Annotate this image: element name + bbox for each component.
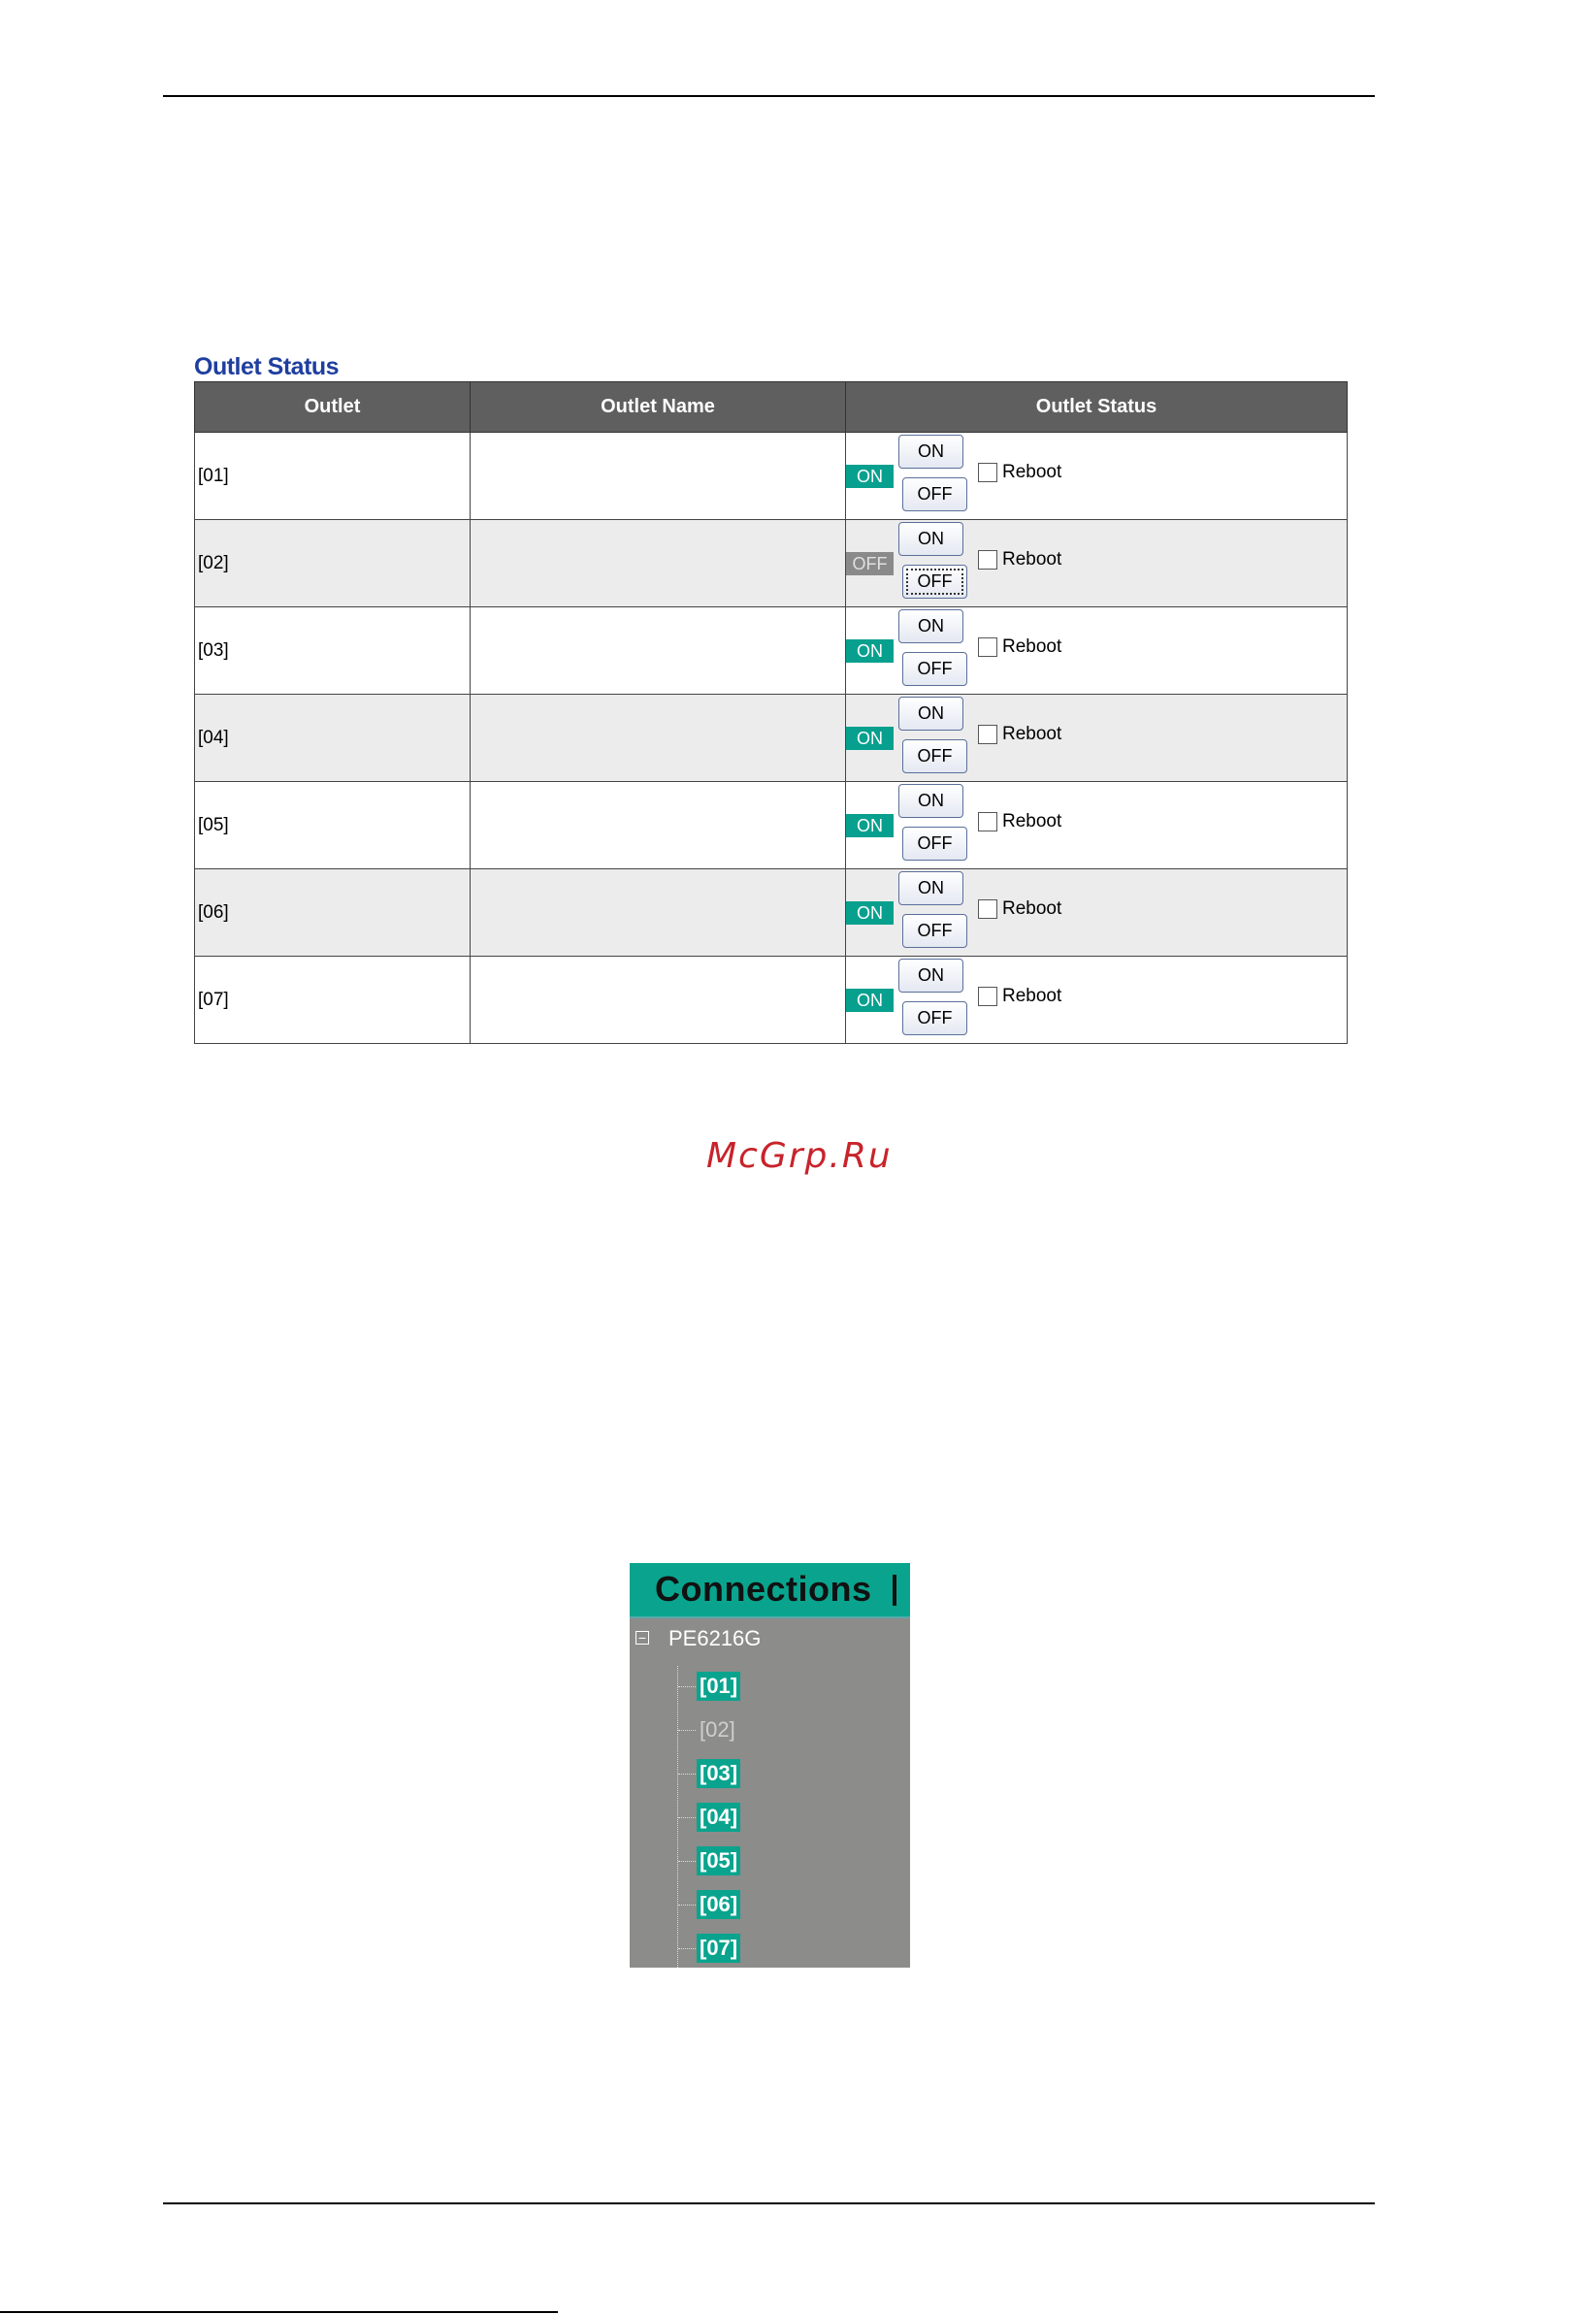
power-state-badge: ON xyxy=(846,639,894,663)
power-off-button[interactable]: OFF xyxy=(902,565,967,599)
table-row xyxy=(195,782,1348,869)
connections-separator xyxy=(630,1616,910,1618)
outlet-status-cell xyxy=(846,695,1348,782)
connections-title: Connections xyxy=(655,1569,872,1609)
power-state-badge: ON xyxy=(846,727,894,750)
outlet-id-cell: [07] xyxy=(195,957,471,1044)
tree-node-label[interactable]: [04] xyxy=(697,1803,740,1832)
watermark: McGrp.Ru xyxy=(706,1136,893,1176)
table-row xyxy=(195,869,1348,957)
power-state-badge: ON xyxy=(846,901,894,925)
outlet-name-cell xyxy=(471,695,846,782)
reboot-checkbox[interactable] xyxy=(978,987,997,1006)
reboot-label: Reboot xyxy=(1002,898,1062,919)
collapse-icon[interactable]: − xyxy=(635,1631,649,1645)
outlet-id-cell: [01] xyxy=(195,433,471,520)
tree-branch-line xyxy=(678,1730,696,1731)
outlet-name-cell xyxy=(471,607,846,695)
reboot-label: Reboot xyxy=(1002,986,1062,1006)
power-off-button[interactable]: OFF xyxy=(902,914,967,948)
outlet-status-panel xyxy=(194,353,1347,1027)
tree-branch-line xyxy=(678,1948,696,1949)
connections-header xyxy=(630,1563,910,1616)
outlet-status-table-viewport[interactable] xyxy=(194,381,1347,1027)
outlet-status-cell xyxy=(846,957,1348,1044)
outlet-status-title: Outlet Status xyxy=(194,353,340,380)
reboot-label: Reboot xyxy=(1002,549,1062,570)
tree-node-label[interactable]: [02] xyxy=(700,1717,735,1742)
table-row xyxy=(195,607,1348,695)
tree-root-label[interactable]: PE6216G xyxy=(668,1626,762,1650)
outlet-name-cell xyxy=(471,433,846,520)
outlet-name-cell xyxy=(471,520,846,607)
tree-node-label[interactable]: [03] xyxy=(697,1759,740,1788)
power-off-button[interactable]: OFF xyxy=(902,477,967,511)
tree-node-label[interactable]: [05] xyxy=(697,1846,740,1875)
reboot-checkbox[interactable] xyxy=(978,637,997,657)
reboot-label: Reboot xyxy=(1002,636,1062,657)
outlet-name-cell xyxy=(471,957,846,1044)
footer-rule xyxy=(0,2311,558,2313)
power-state-badge: OFF xyxy=(846,552,894,575)
reboot-checkbox[interactable] xyxy=(978,550,997,570)
column-header-outlet-status: Outlet Status xyxy=(846,382,1348,433)
table-header-row xyxy=(195,382,1348,433)
table-row xyxy=(195,520,1348,607)
reboot-checkbox[interactable] xyxy=(978,463,997,482)
power-on-button[interactable]: ON xyxy=(898,435,963,469)
outlet-status-cell xyxy=(846,782,1348,869)
tree-branch-line xyxy=(678,1861,696,1862)
power-off-button[interactable]: OFF xyxy=(902,827,967,861)
power-on-button[interactable]: ON xyxy=(898,784,963,818)
tree-branch-line xyxy=(678,1686,696,1687)
table-row xyxy=(195,957,1348,1044)
power-state-badge: ON xyxy=(846,465,894,488)
reboot-checkbox[interactable] xyxy=(978,812,997,831)
outlet-status-table xyxy=(194,381,1348,1044)
power-on-button[interactable]: ON xyxy=(898,697,963,731)
reboot-label: Reboot xyxy=(1002,462,1062,482)
tree-branch-line xyxy=(678,1905,696,1906)
reboot-label: Reboot xyxy=(1002,724,1062,744)
power-off-button[interactable]: OFF xyxy=(902,1001,967,1035)
reboot-checkbox[interactable] xyxy=(978,725,997,744)
power-off-button[interactable]: OFF xyxy=(902,739,967,773)
panel-divider-handle[interactable] xyxy=(893,1575,896,1606)
reboot-checkbox[interactable] xyxy=(978,899,997,919)
table-row xyxy=(195,695,1348,782)
tree-node-label[interactable]: [07] xyxy=(697,1934,740,1963)
outlet-id-cell: [03] xyxy=(195,607,471,695)
power-on-button[interactable]: ON xyxy=(898,522,963,556)
tree-node-label[interactable]: [06] xyxy=(697,1890,740,1919)
power-state-badge: ON xyxy=(846,814,894,837)
outlet-status-cell xyxy=(846,520,1348,607)
tree-node-label[interactable]: [01] xyxy=(697,1672,740,1701)
power-on-button[interactable]: ON xyxy=(898,609,963,643)
bottom-rule xyxy=(163,2202,1375,2204)
outlet-id-cell: [06] xyxy=(195,869,471,957)
outlet-status-cell xyxy=(846,607,1348,695)
power-off-button[interactable]: OFF xyxy=(902,652,967,686)
column-header-outlet: Outlet xyxy=(195,382,471,433)
table-row xyxy=(195,433,1348,520)
tree-branch-line xyxy=(678,1774,696,1775)
top-rule xyxy=(163,95,1375,97)
reboot-label: Reboot xyxy=(1002,811,1062,831)
outlet-id-cell: [05] xyxy=(195,782,471,869)
outlet-id-cell: [04] xyxy=(195,695,471,782)
tree-branch-line xyxy=(678,1817,696,1818)
power-on-button[interactable]: ON xyxy=(898,959,963,993)
outlet-status-cell xyxy=(846,869,1348,957)
connections-panel xyxy=(630,1563,910,1968)
power-on-button[interactable]: ON xyxy=(898,871,963,905)
outlet-status-cell xyxy=(846,433,1348,520)
outlet-name-cell xyxy=(471,782,846,869)
outlet-id-cell: [02] xyxy=(195,520,471,607)
power-state-badge: ON xyxy=(846,989,894,1012)
outlet-name-cell xyxy=(471,869,846,957)
column-header-outlet-name: Outlet Name xyxy=(471,382,846,433)
